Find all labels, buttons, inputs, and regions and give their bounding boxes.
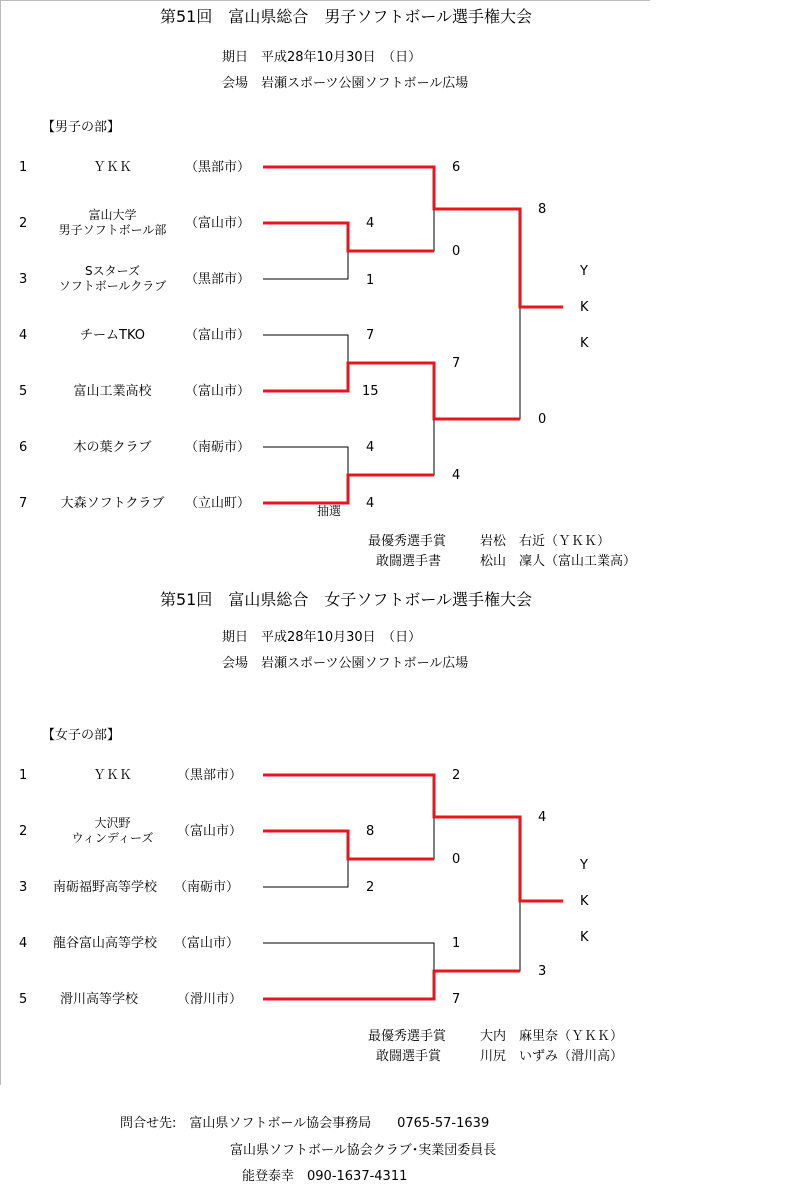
- women-team-num: 3: [19, 880, 28, 895]
- men-date: 期日 平成28年10月30日 （日）: [222, 50, 422, 65]
- women-winner-letter: K: [580, 930, 589, 945]
- men-team-num: 1: [19, 160, 28, 175]
- women-score-final-bot: 3: [538, 964, 547, 979]
- women-team-name: ＹＫＫ: [92, 768, 132, 783]
- men-team-num: 5: [19, 384, 28, 399]
- women-award-label: 最優秀選手賞: [368, 1029, 447, 1044]
- contact-line-3: 能登泰幸 090-1637-4311: [242, 1169, 408, 1184]
- women-section: 【女子の部】: [42, 728, 121, 743]
- women-team-name: 滑川高等学校: [60, 992, 139, 1007]
- men-score-sf-top-b: 0: [452, 244, 461, 259]
- men-team-city: （富山市）: [185, 384, 251, 399]
- women-score-sf-top-b: 0: [452, 852, 461, 867]
- men-score-final-top: 8: [538, 202, 547, 217]
- men-winner-letter: K: [580, 300, 589, 315]
- women-team-city: （南砺市）: [174, 880, 240, 895]
- men-team-name: 大森ソフトクラブ: [60, 496, 165, 511]
- men-team-city: （富山市）: [185, 216, 251, 231]
- men-award-value: 岩松 右近（ＹＫＫ）: [480, 534, 611, 549]
- women-team-city: （富山市）: [174, 936, 240, 951]
- women-score-sf-bot-b: 7: [452, 992, 461, 1007]
- women-team-name: 南砺福野高等学校: [53, 880, 158, 895]
- contact-line-1: 問合せ先: 富山県ソフトボール協会事務局 0765-57-1639: [120, 1116, 490, 1131]
- women-score-final-top: 4: [538, 810, 547, 825]
- men-score-sf-bot-b: 4: [452, 468, 461, 483]
- men-team-name: 富山工業高校: [73, 384, 152, 399]
- women-team-name: 大沢野: [94, 816, 131, 830]
- women-team-num: 5: [19, 992, 28, 1007]
- women-award-label: 敢闘選手賞: [376, 1049, 442, 1064]
- men-team-city: （黒部市）: [185, 160, 251, 175]
- men-award-label: 最優秀選手賞: [368, 534, 447, 549]
- women-team-num: 1: [19, 768, 28, 783]
- men-team-num: 3: [19, 272, 28, 287]
- men-score-6: 4: [366, 440, 375, 455]
- men-team-name: チームTKO: [80, 328, 145, 343]
- men-score-sf-bot: 7: [452, 356, 461, 371]
- women-winner-letter: Y: [580, 858, 588, 873]
- men-title: 第51回 富山県総合 男子ソフトボール選手権大会: [160, 7, 533, 26]
- women-team-num: 4: [19, 936, 28, 951]
- men-team-num: 2: [19, 216, 28, 231]
- men-score-sf-top: 6: [452, 160, 461, 175]
- men-team-city: （立山町）: [185, 496, 251, 511]
- men-team-name-line2: 男子ソフトボール部: [58, 223, 167, 237]
- men-team-num: 7: [19, 496, 28, 511]
- men-score-final-bot: 0: [538, 412, 547, 427]
- men-score-7: 4: [366, 496, 375, 511]
- men-team-city: （富山市）: [185, 328, 251, 343]
- men-team-name: ＹＫＫ: [92, 160, 132, 175]
- women-venue: 会場 岩瀬スポーツ公園ソフトボール広場: [222, 656, 469, 671]
- women-team-name-line2: ウィンディーズ: [71, 831, 154, 845]
- men-venue: 会場 岩瀬スポーツ公園ソフトボール広場: [222, 76, 469, 91]
- men-score-2: 4: [366, 216, 375, 231]
- women-date: 期日 平成28年10月30日 （日）: [222, 630, 422, 645]
- men-winner-letter: Y: [580, 264, 588, 279]
- women-winner-letter: K: [580, 894, 589, 909]
- women-score-2: 8: [366, 824, 375, 839]
- women-team-num: 2: [19, 824, 28, 839]
- men-team-name: Sスターズ: [84, 264, 141, 278]
- men-score-4: 7: [366, 328, 375, 343]
- women-score-sf-bot: 1: [452, 936, 461, 951]
- men-team-city: （黒部市）: [185, 272, 251, 287]
- men-team-name-line2: ソフトボールクラブ: [58, 279, 167, 293]
- women-team-city: （富山市）: [177, 824, 243, 839]
- men-award-label: 敢闘選手書: [376, 554, 442, 569]
- men-team-city: （南砺市）: [185, 440, 251, 455]
- contact-line-2: 富山県ソフトボール協会クラブ･実業団委員長: [230, 1143, 497, 1158]
- women-team-city: （黒部市）: [177, 768, 243, 783]
- women-team-name: 龍谷富山高等学校: [53, 936, 158, 951]
- women-award-value: 大内 麻里奈（ＹＫＫ）: [480, 1029, 624, 1044]
- women-score-sf-top: 2: [452, 768, 461, 783]
- men-team-num: 4: [19, 328, 28, 343]
- women-award-value: 川尻 いずみ（滑川高）: [480, 1049, 624, 1064]
- men-score-5: 15: [362, 384, 379, 399]
- men-team-num: 6: [19, 440, 28, 455]
- men-section: 【男子の部】: [42, 120, 121, 135]
- women-title: 第51回 富山県総合 女子ソフトボール選手権大会: [160, 590, 533, 609]
- men-team-name: 富山大学: [88, 208, 137, 222]
- men-team-name: 木の葉クラブ: [73, 440, 152, 455]
- men-lottery-note: 抽選: [317, 504, 342, 518]
- women-score-3: 2: [366, 880, 375, 895]
- men-score-3: 1: [366, 273, 375, 288]
- men-award-value: 松山 凜人（富山工業高）: [480, 554, 637, 569]
- men-winner-letter: K: [580, 336, 589, 351]
- women-team-city: （滑川市）: [177, 992, 243, 1007]
